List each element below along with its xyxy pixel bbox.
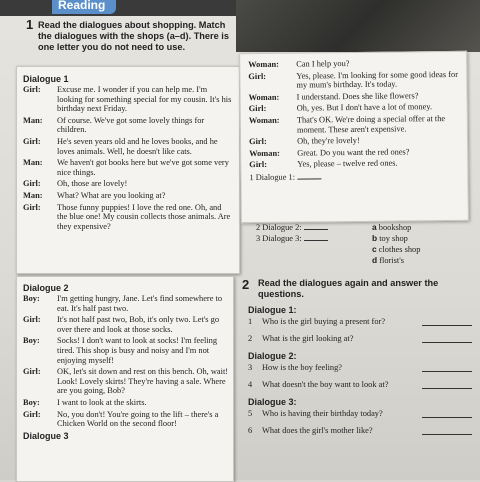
question-text: What doesn't the boy want to look at?: [262, 380, 389, 389]
question-row: [248, 380, 472, 390]
speaker-label: Boy:: [23, 294, 40, 303]
speaker-label: Boy:: [23, 397, 40, 407]
matching-section: [256, 222, 456, 266]
dialogue-line: [23, 398, 229, 408]
question-number: 2: [248, 334, 253, 343]
option-letter: b: [372, 233, 378, 243]
dialogue-line: [23, 410, 229, 429]
option-text: clothes shop: [378, 245, 421, 254]
exercise-number: 1: [26, 17, 34, 32]
dialogue-line: [23, 191, 233, 201]
match-left-2: [256, 233, 372, 244]
dialogue-line: [23, 116, 233, 135]
dialogue-line: [249, 91, 461, 103]
dialogue-text: Oh, those are lovely!: [57, 179, 128, 189]
question-text: What does the girl's mother like?: [262, 426, 373, 435]
speaker-label: Man:: [23, 190, 43, 200]
speaker-label: Girl:: [248, 137, 267, 147]
speaker-label: Girl:: [23, 367, 41, 377]
dialogue-text: Of course. We've got some lovely things for children.: [57, 115, 205, 135]
question-group-title: Dialogue 3:: [248, 397, 297, 407]
dialogue-text: What? What are you looking at?: [57, 190, 166, 200]
dialogue-line: [23, 294, 229, 313]
question-group-title: Dialogue 2:: [248, 351, 297, 361]
exercise-2-instructions: Read the dialogues again and answer the questions.: [258, 278, 439, 299]
answer-blank[interactable]: [422, 334, 472, 343]
dialogue-line: [23, 367, 229, 396]
option-text: toy shop: [379, 234, 408, 243]
speaker-label: Girl:: [23, 85, 41, 94]
dialogue-line: [249, 102, 461, 114]
dialogue-line: [23, 137, 233, 156]
match-option-c: [372, 244, 456, 255]
question-number: 3: [248, 363, 253, 372]
dialogue-line: [23, 315, 229, 334]
match-option-b: [372, 233, 456, 244]
question-number: 4: [248, 380, 253, 389]
dialogue-text: Those funny puppies! I love the red one. Oh, and the blue one! My cousin collects those animals. Are they expensive?: [57, 202, 231, 231]
dialogue-text: We haven't got books here but we've got some very nice things.: [57, 158, 229, 177]
exercise-2: [242, 277, 472, 443]
question-row: [248, 363, 472, 373]
dialogue-text: I'm getting hungry, Jane. Let's find somewhere to eat. It's half past two.: [57, 294, 223, 313]
question-text: Who is having their birthday today?: [262, 409, 383, 418]
dialogue-line: [23, 336, 229, 365]
option-letter: d: [372, 255, 378, 265]
exercise-1-instructions: [26, 17, 238, 53]
section-tab: Reading: [52, 0, 116, 14]
dialogue-text: That's OK. We're doing a special offer at the moment. These aren't expensive.: [296, 114, 446, 135]
answer-blank[interactable]: [422, 380, 472, 389]
speaker-label: Girl:: [23, 179, 41, 189]
speaker-label: Girl:: [248, 71, 267, 81]
speaker-label: Woman:: [248, 92, 280, 102]
dialogue-line: [23, 203, 233, 232]
dialogue-text: It's not half past two, Bob, it's only two. Let's go over there and look at those socks.: [57, 315, 220, 334]
speaker-label: Girl:: [23, 315, 41, 325]
dialogue-text: I understand. Does she like flowers?: [296, 91, 419, 102]
dialogue-1-title: Dialogue 1: [23, 74, 69, 84]
question-text: Who is the girl buying a present for?: [262, 317, 386, 326]
speaker-label: Girl:: [23, 409, 41, 419]
answer-blank[interactable]: [422, 409, 472, 418]
speaker-label: Man:: [23, 158, 43, 168]
exercise-1-text: Read the dialogues about shopping. Match the dialogues with the shops (a–d). There is one letter you do not need to use.: [38, 20, 229, 52]
question-text: What is the girl looking at?: [262, 334, 354, 343]
dialogue-text: Can I help you?: [296, 59, 350, 69]
dialogue-2-card: [16, 276, 234, 482]
dialogue-line: [248, 58, 460, 70]
dialogue-text: Yes, please – twelve red ones.: [297, 158, 398, 169]
dialogue-text: I want to look at the skirts.: [57, 397, 147, 407]
dialogue-1-lines: [23, 85, 233, 231]
dialogue-line: [249, 158, 461, 170]
answer-line-1: [249, 170, 461, 183]
question-groups: [248, 305, 472, 436]
dialogue-line: [249, 135, 461, 147]
match-option-d: [372, 255, 456, 266]
option-text: bookshop: [378, 223, 412, 232]
answer-label-1: 1 Dialogue 1:: [249, 172, 296, 183]
dialogue-2-lines: [23, 294, 229, 429]
question-row: [248, 409, 472, 419]
dialogue-text: He's seven years old and he loves books, and he loves animals. Well, he doesn't like cats.: [57, 136, 218, 156]
match-blank-2[interactable]: [304, 222, 328, 230]
question-row: [248, 334, 472, 344]
dialogue-line: [23, 85, 233, 114]
dialogue-3-title: Dialogue 3: [23, 430, 69, 441]
question-number: 1: [248, 317, 253, 326]
dialogue-text: Yes, please. I'm looking for some good ideas for my mum's birthday. It's today.: [296, 69, 459, 90]
speaker-label: Man:: [23, 115, 43, 125]
speaker-label: Girl:: [248, 104, 267, 114]
dialogue-1-card: [16, 66, 240, 274]
match-option-a: [372, 222, 456, 233]
match-left-1: [256, 222, 372, 233]
exercise-2-number: 2: [242, 277, 250, 292]
answer-blank[interactable]: [422, 426, 472, 435]
speaker-label: Girl:: [23, 136, 41, 146]
dialogue-line: [248, 69, 460, 90]
dialogue-text: No, you don't! You're going to the lift – there's a Chicken World on the second floor!: [57, 409, 219, 429]
question-row: [248, 317, 472, 327]
match-left-1-label: 2 Dialogue 2:: [256, 223, 302, 232]
answer-blank[interactable]: [422, 317, 472, 326]
dialogue-text: Excuse me. I wonder if you can help me. I'm looking for something special for my cousin. It's his birthday next Friday.: [57, 85, 232, 114]
question-number: 5: [248, 409, 253, 418]
answer-blank[interactable]: [422, 363, 472, 372]
question-text: How is the boy feeling?: [262, 363, 343, 372]
speaker-label: Girl:: [249, 160, 268, 170]
speaker-label: Girl:: [23, 202, 41, 212]
speaker-label: Woman:: [248, 59, 280, 70]
question-row: [248, 426, 472, 436]
dialogue-text: Oh, yes. But I don't have a lot of money.: [296, 102, 433, 113]
question-group-title: Dialogue 1:: [248, 305, 297, 315]
street-photo: [236, 0, 480, 52]
dialogue-line: [249, 147, 461, 159]
option-text: florist's: [379, 256, 404, 265]
match-left-2-label: 3 Dialogue 3:: [256, 234, 302, 243]
speaker-label: Woman:: [248, 115, 280, 126]
dialogue-line: [249, 114, 461, 135]
question-number: 6: [248, 426, 253, 435]
dialogue-extra-lines: [248, 58, 461, 170]
dialogue-text: Great. Do you want the red ones?: [297, 147, 410, 158]
dialogue-text: OK, let's sit down and rest on this bench. Oh, wait! Look! Lovely skirts! They're having a sale. Where are you going, Bob?: [57, 367, 229, 396]
dialogue-extra-card: [239, 51, 469, 223]
dialogue-line: [23, 158, 233, 177]
dialogue-line: [23, 179, 233, 189]
option-letter: a: [372, 222, 377, 232]
dialogue-2-title: Dialogue 2: [23, 283, 69, 293]
option-letter: c: [372, 244, 377, 254]
speaker-label: Woman:: [249, 148, 280, 158]
answer-blank-1[interactable]: [297, 171, 321, 179]
dialogue-text: Socks! I don't want to look at socks! I'm feeling tired. This shop is busy and noisy and I'm not enjoying myself!: [57, 336, 218, 365]
match-blank-3[interactable]: [304, 233, 328, 241]
speaker-label: Boy:: [23, 336, 40, 346]
dialogue-text: Oh, they're lovely!: [296, 136, 360, 146]
